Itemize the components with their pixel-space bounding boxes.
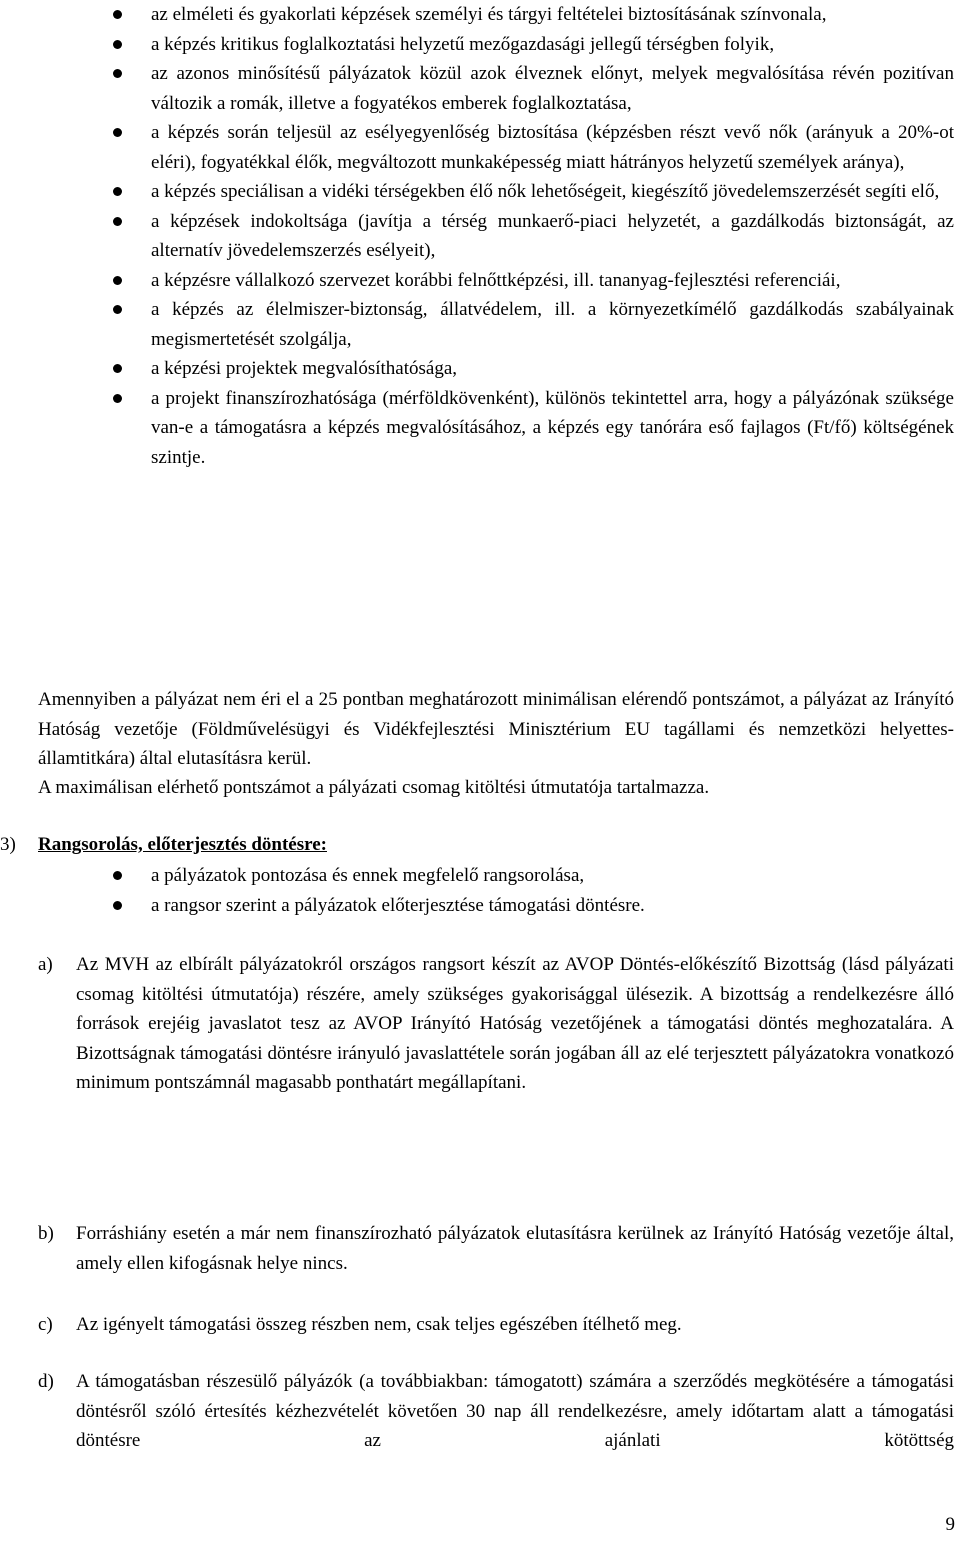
ranking-bullet-list — [0, 861, 960, 920]
item-text: Az igényelt támogatási összeg részben nem, csak teljes egészében ítélhető meg. — [76, 1314, 682, 1335]
list-item: az azonos minősítésű pályázatok közül azok élveznek előnyt, melyek megvalósítása révén pozitívan változik a romák, illetve a fogyatékos emberek foglalkoztatása, — [0, 59, 960, 118]
bullet-icon — [113, 128, 122, 137]
list-item: a képzés az élelmiszer-biztonság, állatvédelem, ill. a környezetkímélő gazdálkodás szabályainak megismertetését szolgálja, — [0, 295, 960, 354]
list-item: a képzések indokoltsága (javítja a térség munkaerő-piaci helyzetét, a gazdálkodás biztonságát, az alternatív jövedelemszerzés esélyeit), — [0, 207, 960, 266]
rejection-paragraph: Amennyiben a pályázat nem éri el a 25 pontban meghatározott minimálisan elérendő pontszámot, a pályázat az Irányító Hatóság vezetője (Földművelésügyi és Vidékfejlesztési Minisztérium EU tagállami és nemzetközi helyettes-államtitkára) által elutasításra kerül. — [38, 689, 954, 769]
list-item: a rangsor szerint a pályázatok előterjesztése támogatási döntésre. — [0, 891, 960, 921]
item-c — [0, 1310, 960, 1340]
criteria-bullet-list — [0, 0, 960, 472]
bullet-icon — [113, 10, 122, 19]
bullet-icon — [113, 305, 122, 314]
item-text: A támogatásban részesülő pályázók (a továbbiakban: támogatott) számára a szerződés megkötésére a támogatási döntésről szóló értesítés kézhezvételét követően 30 nap áll rendelkezésre, amely időtartam alatt a támogatási döntésre az ajánlati kötöttség — [76, 1371, 954, 1451]
bullet-icon — [113, 871, 122, 880]
list-item: az elméleti és gyakorlati képzések személyi és tárgyi feltételei biztosításának színvonala, — [0, 0, 960, 30]
list-item: a képzés speciálisan a vidéki térségekben élő nők lehetőségeit, kiegészítő jövedelemszerzését segíti elő, — [0, 177, 960, 207]
bullet-icon — [113, 69, 122, 78]
bullet-icon — [113, 217, 122, 226]
list-item: a képzésre vállalkozó szervezet korábbi felnőttképzési, ill. tananyag-fejlesztési referenciái, — [0, 266, 960, 296]
item-text: Forráshiány esetén a már nem finanszírozható pályázatok elutasításra kerülnek az Irányító Hatóság vezetője által, amely ellen kifogásnak helye nincs. — [76, 1223, 954, 1274]
item-text: Az MVH az elbírált pályázatokról országos rangsort készít az AVOP Döntés-előkészítő Bizottság (lásd pályázati csomag kitöltési útmutatója) részére, amely szükséges gyakorisággal ülésezik. A bizottság a rendelkezésre álló források erejéig javaslatot tesz az AVOP Irányító Hatóság vezetőjének a támogatási döntés meghozatalára. A Bizottságnak támogatási döntésre irányuló javaslattétele során jogában áll az elé terjesztett pályázatokra vonatkozó minimum pontszámnál magasabb ponthatárt megállapítani. — [76, 954, 954, 1093]
section-title: Rangsorolás, előterjesztés döntésre: — [38, 834, 327, 855]
item-b — [0, 1219, 960, 1278]
bullet-icon — [113, 901, 122, 910]
bullet-icon — [113, 394, 122, 403]
item-label: c) — [38, 1314, 53, 1335]
list-item: a pályázatok pontozása és ennek megfelelő rangsorolása, — [0, 861, 960, 891]
page-number: 9 — [945, 1514, 955, 1535]
list-item: a projekt finanszírozhatósága (mérföldkövenként), különös tekintettel arra, hogy a pályázónak szüksége van-e a támogatásra a képzés megvalósításához, a képzés egy tanórára eső fajlagos (Ft/fő) költségének szintje. — [0, 384, 960, 473]
item-a — [0, 950, 960, 1098]
bullet-icon — [113, 364, 122, 373]
bullet-icon — [113, 187, 122, 196]
list-item: a képzés során teljesül az esélyegyenlőség biztosítása (képzésben részt vevő nők (arányuk a 20%-ot eléri), fogyatékkal élők, megváltozott munkaképesség miatt hátrányos helyzetű személyek aránya), — [0, 118, 960, 177]
item-label: a) — [38, 954, 53, 975]
max-score-paragraph: A maximálisan elérhető pontszámot a pályázati csomag kitöltési útmutatója tartalmazza. — [38, 777, 710, 798]
list-item: a képzés kritikus foglalkoztatási helyzetű mezőgazdasági jellegű térségben folyik, — [0, 30, 960, 60]
bullet-icon — [113, 276, 122, 285]
item-label: b) — [38, 1223, 54, 1244]
item-label: d) — [38, 1371, 54, 1392]
bullet-icon — [113, 40, 122, 49]
section-number: 3) — [0, 834, 16, 855]
list-item: a képzési projektek megvalósíthatósága, — [0, 354, 960, 384]
item-d — [0, 1367, 960, 1485]
